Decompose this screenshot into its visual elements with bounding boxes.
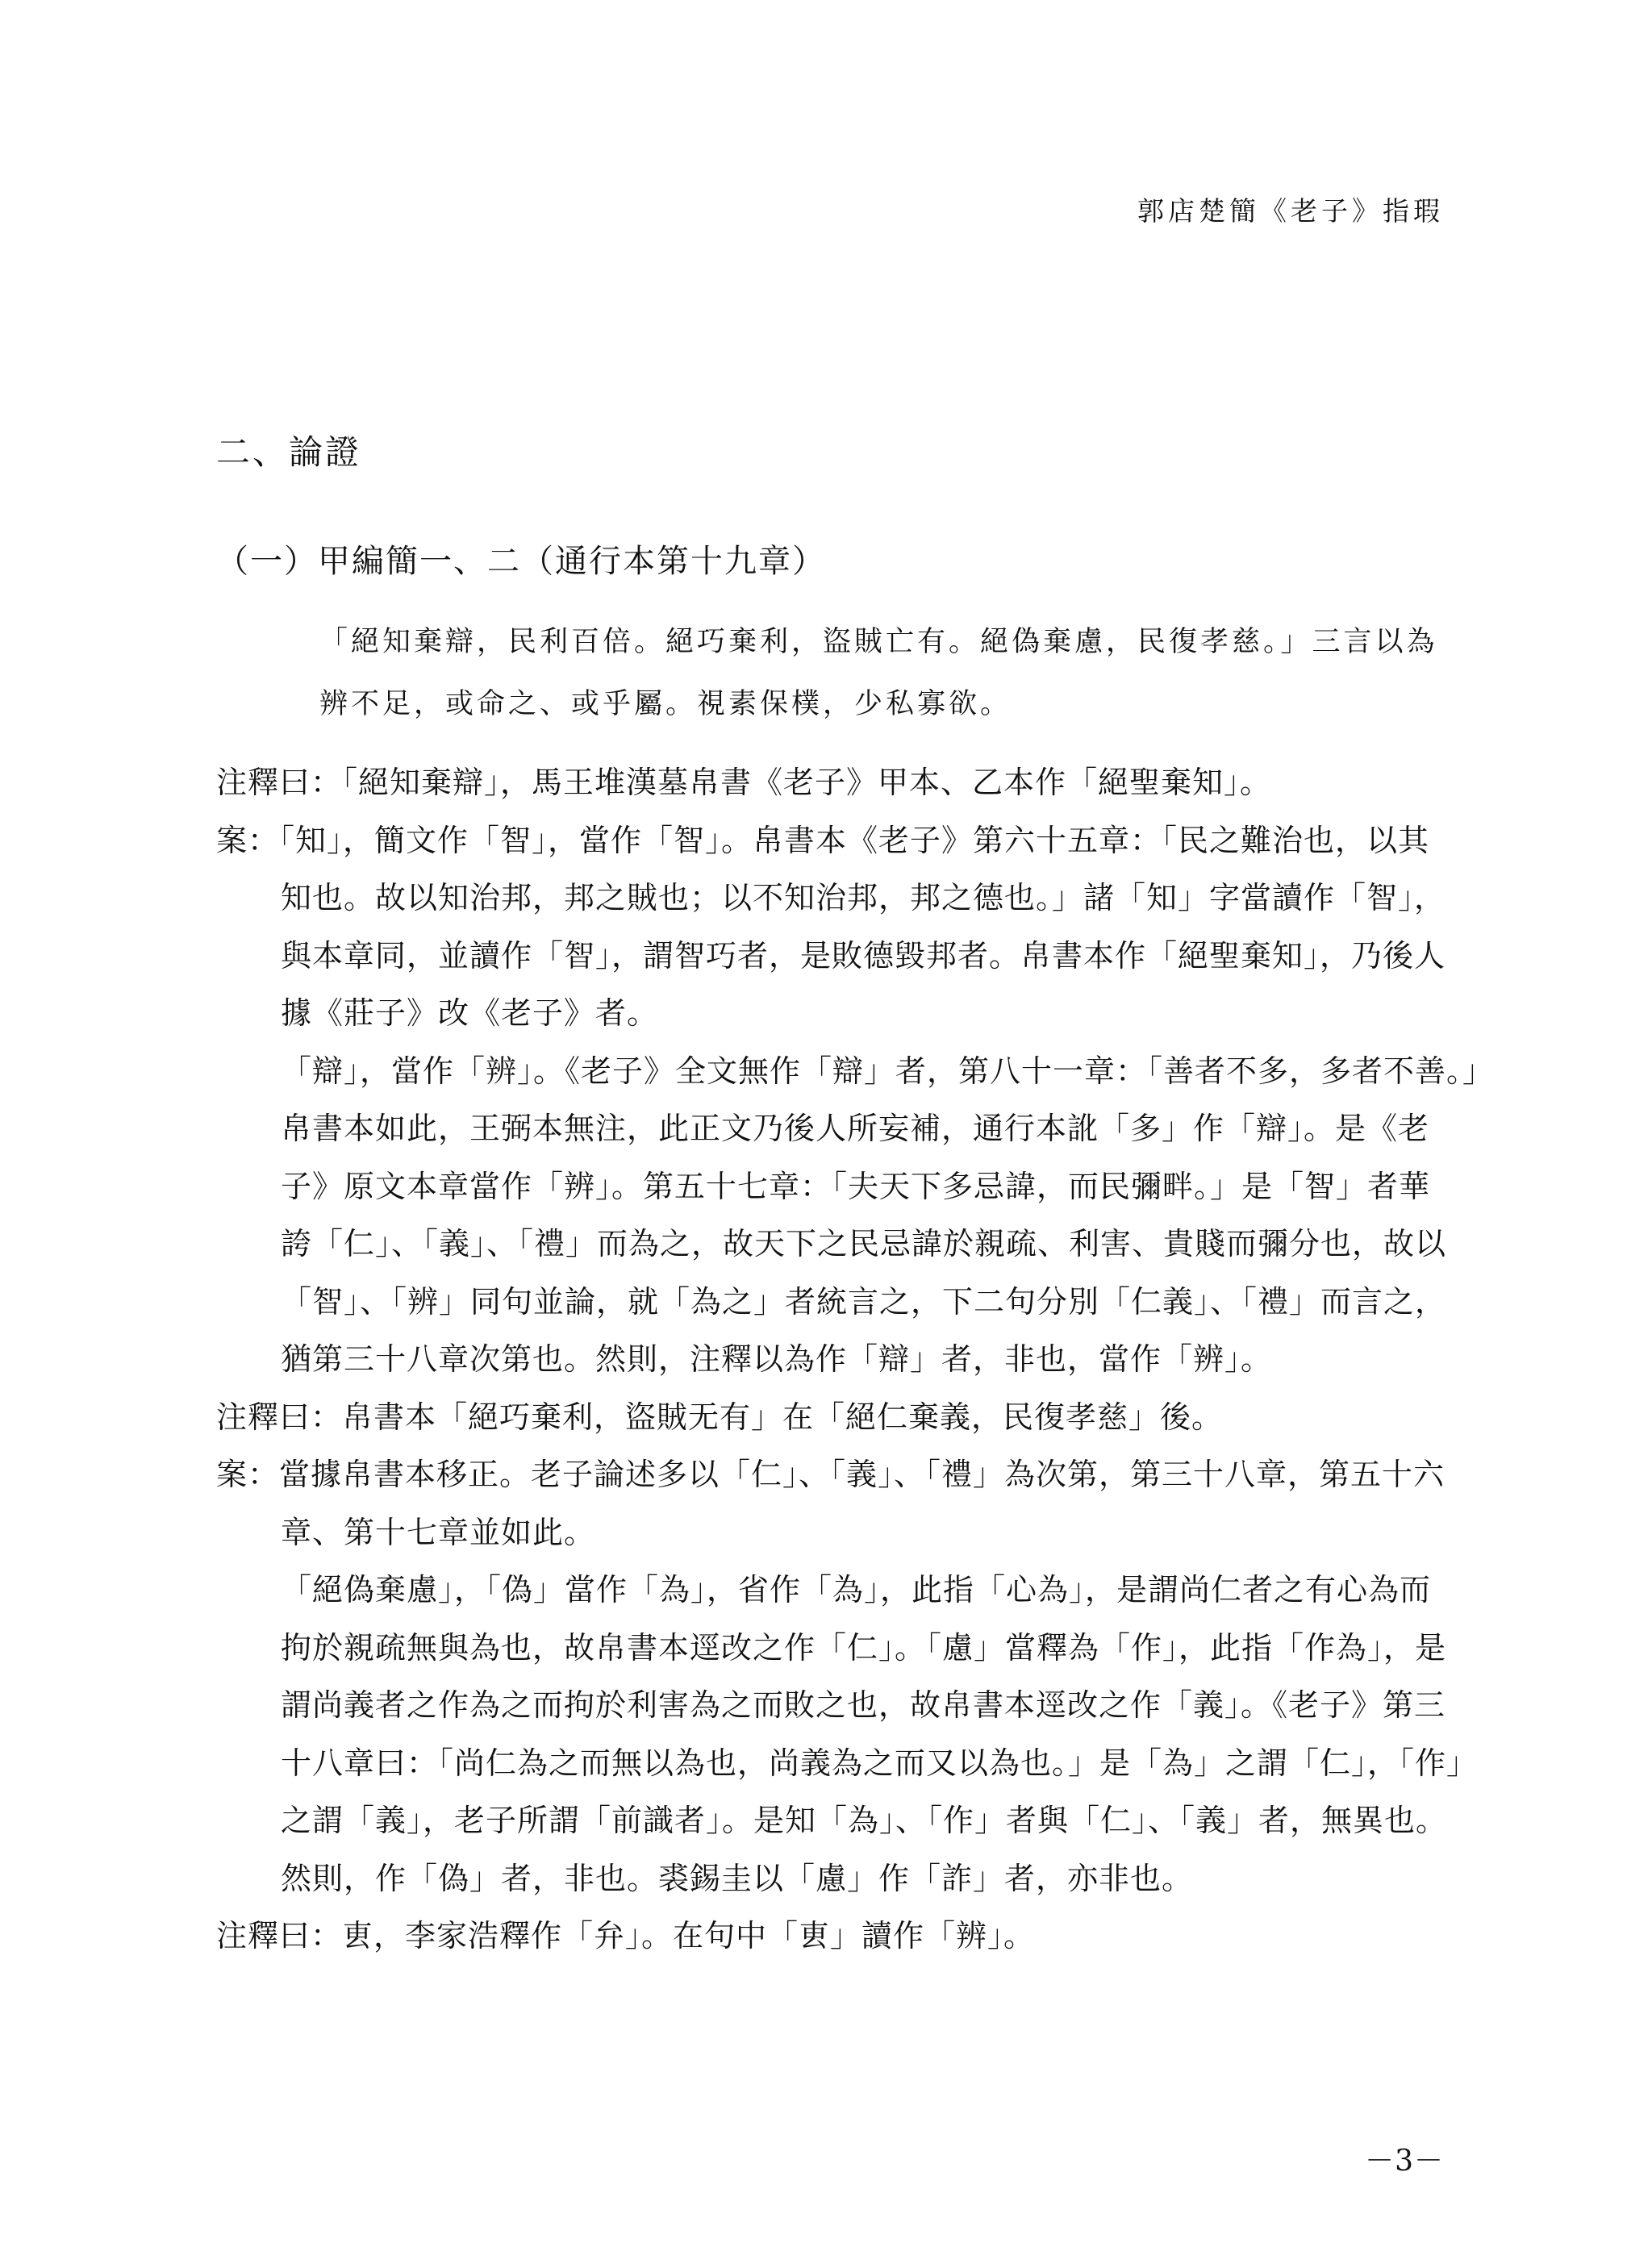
subsection-heading: （一）甲編簡一、二（通行本第十九章） [216, 543, 826, 580]
commentary-line: 拘於親疏無與為也，故帛書本逕改之作「仁」。「慮」當釋為「作」，此指「作為」，是 [281, 1629, 1447, 1666]
quote-line: 辨不足，或命之、或乎屬。視素保樸，少私寡欲。 [319, 688, 1012, 720]
commentary-line: 章、第十七章並如此。 [281, 1514, 596, 1550]
commentary-line: 據《莊子》改《老子》者。 [281, 995, 659, 1031]
commentary-line: 然則，作「偽」者，非也。裘錫圭以「慮」作「詐」者，亦非也。 [281, 1860, 1194, 1896]
commentary-line: 帛書本如此，王弼本無注，此正文乃後人所妄補，通行本訛「多」作「辯」。是《老 [281, 1111, 1430, 1146]
quote-line: 「絕知棄辯，民利百倍。絕巧棄利，盜賊亡有。絕偽棄慮，民復孝慈。」三言以為 [319, 626, 1438, 658]
annotation-line: 注釋曰：帛書本「絕巧棄利，盜賊无有」在「絕仁棄義，民復孝慈」後。 [216, 1399, 1224, 1435]
commentary-line: 「辯」，當作「辨」。《老子》全文無作「辯」者，第八十一章：「善者不多，多者不善。」 [281, 1053, 1495, 1089]
commentary-line: 之謂「義」，老子所謂「前識者」。是知「為」、「作」者與「仁」、「義」者，無異也。 [281, 1803, 1448, 1838]
commentary-line: 「智」、「辨」同句並論，就「為之」者統言之，下二句分別「仁義」、「禮」而言之， [281, 1283, 1447, 1320]
page-number: －3－ [1365, 2145, 1444, 2178]
commentary-line: 案：「知」，簡文作「智」，當作「智」。帛書本《老子》第六十五章：「民之難治也，以其 [216, 822, 1430, 858]
commentary-line: 與本章同，並讀作「智」，謂智巧者，是敗德毀邦者。帛書本作「絕聖棄知」，乃後人 [281, 937, 1446, 974]
annotation-line: 注釋曰：叀，李家浩釋作「弁」。在句中「叀」讀作「辨」。 [216, 1918, 1036, 1954]
commentary-line: 猶第三十八章次第也。然則，注釋以為作「辯」者，非也，當作「辨」。 [281, 1341, 1273, 1377]
commentary-line: 「絕偽棄慮」，「偽」當作「為」，省作「為」，此指「心為」，是謂尚仁者之有心為而 [281, 1572, 1432, 1607]
commentary-body [216, 754, 1495, 1966]
commentary-line: 知也。故以知治邦，邦之賊也；以不知治邦，邦之德也。」諸「知」字當讀作「智」， [281, 880, 1446, 915]
commentary-line: 子》原文本章當作「辨」。第五十七章：「夫天下多忌諱，而民彌畔。」是「智」者華 [281, 1168, 1431, 1204]
quoted-text-block [319, 611, 1473, 736]
commentary-line: 謂尚義者之作為之而拘於利害為之而敗之也，故帛書本逕改之作「義」。《老子》第三 [281, 1687, 1446, 1723]
section-heading: 二、論證 [216, 432, 362, 472]
annotation-line: 注釋曰：「絕知棄辯」，馬王堆漢墓帛書《老子》甲本、乙本作「絕聖棄知」。 [216, 765, 1272, 800]
commentary-line: 誇「仁」、「義」、「禮」而為之，故天下之民忌諱於親疏、利害、貴賤而彌分也，故以 [281, 1226, 1447, 1261]
commentary-line: 十八章曰：「尚仁為之而無以為也，尚義為之而又以為也。」是「為」之謂「仁」，「作」 [281, 1745, 1479, 1781]
running-header: 郭店楚簡《老子》指瑕 [1137, 195, 1444, 227]
commentary-line: 案：當據帛書本移正。老子論述多以「仁」、「義」、「禮」為次第，第三十八章，第五十六 [216, 1457, 1446, 1492]
